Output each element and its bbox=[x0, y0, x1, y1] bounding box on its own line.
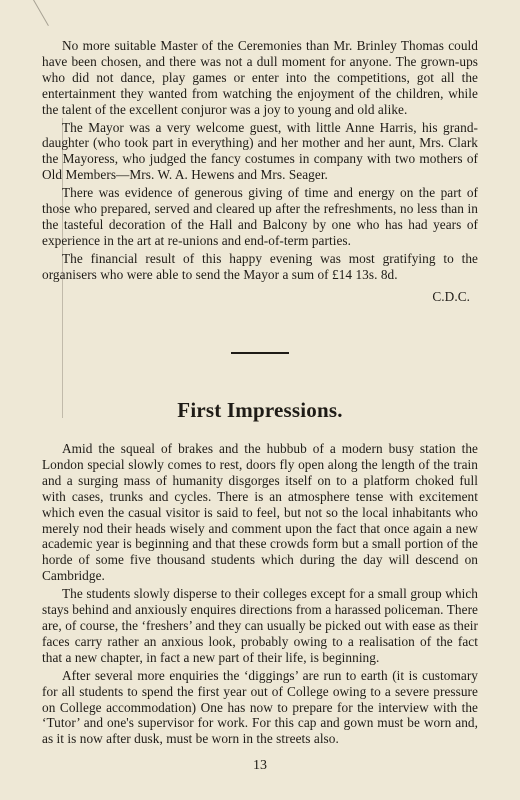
paragraph: There was evidence of generous giving of time and energy on the part of those who prepared, served and cleared up after the refreshments, no less than in the tasteful decoration of the Hall and Balcony by one who has had years of experience in the art at re-unions and end-of-term parties. bbox=[42, 185, 478, 248]
article-first-impressions bbox=[42, 441, 478, 749]
paragraph: The financial result of this happy evening was most gratifying to the organisers who were able to send the Mayor a sum of £14 13s. 8d. bbox=[42, 250, 478, 282]
section-divider bbox=[231, 352, 289, 354]
article-mayor-party bbox=[42, 38, 478, 305]
paragraph: Amid the squeal of brakes and the hubbub of a modern busy station the London special slowly comes to rest, doors fly open along the length of the train and a surging mass of humanity disgorges itself on to a platform choked full with cases, trunks and cycles. There is an atmosphere tense with excitement which even the casual visitor is said to feel, but not so the local inhabitants who merely nod their heads wisely and comment upon the fact that once again a new academic year is beginning and that these crowds form but a small portion of the horde of some five thousand students which during the day will descend on Cambridge. bbox=[42, 441, 478, 584]
page-number: 13 bbox=[253, 758, 267, 773]
paragraph: After several more enquiries the ‘diggings’ are run to earth (it is customary for all students to spend the first year out of College owing to a severe pressure on College accommodation) One has now to prepare for the interview with the ‘Tutor’ and one's supervisor for work. For this cap and gown must be worn and, as it is now after dusk, must be worn in the streets also. bbox=[42, 667, 478, 747]
paragraph: No more suitable Master of the Ceremonies than Mr. Brinley Thomas could have been chosen, and there was not a dull moment for anyone. The grown-ups who did not dance, play games or enter into the competitions, got all the entertainment they wanted from watching the enjoyment of the children, while the talent of the excellent conjuror was a joy to young and old alike. bbox=[42, 38, 478, 117]
author-signature: C.D.C. bbox=[432, 288, 470, 304]
paragraph: The students slowly disperse to their colleges except for a small group which stays behind and anxiously enquires directions from a harassed policeman. There are, of course, the ‘freshers’ and they can usually be picked out with ease as their faces carry rather an anxious look, probably owing to a realisation of the fact that a new chapter, in fact a new part of their life, is beginning. bbox=[42, 586, 478, 665]
paragraph: The Mayor was a very welcome guest, with little Anne Harris, his grand-daughter (who took part in everything) and her mother and her aunt, Mrs. Clark the Mayoress, who judged the fancy costumes in company with two mothers of Old Members—Mrs. W. A. Hewens and Mrs. Seager. bbox=[42, 119, 478, 183]
page-fold-mark bbox=[33, 0, 49, 26]
article-title: First Impressions. bbox=[177, 398, 343, 422]
